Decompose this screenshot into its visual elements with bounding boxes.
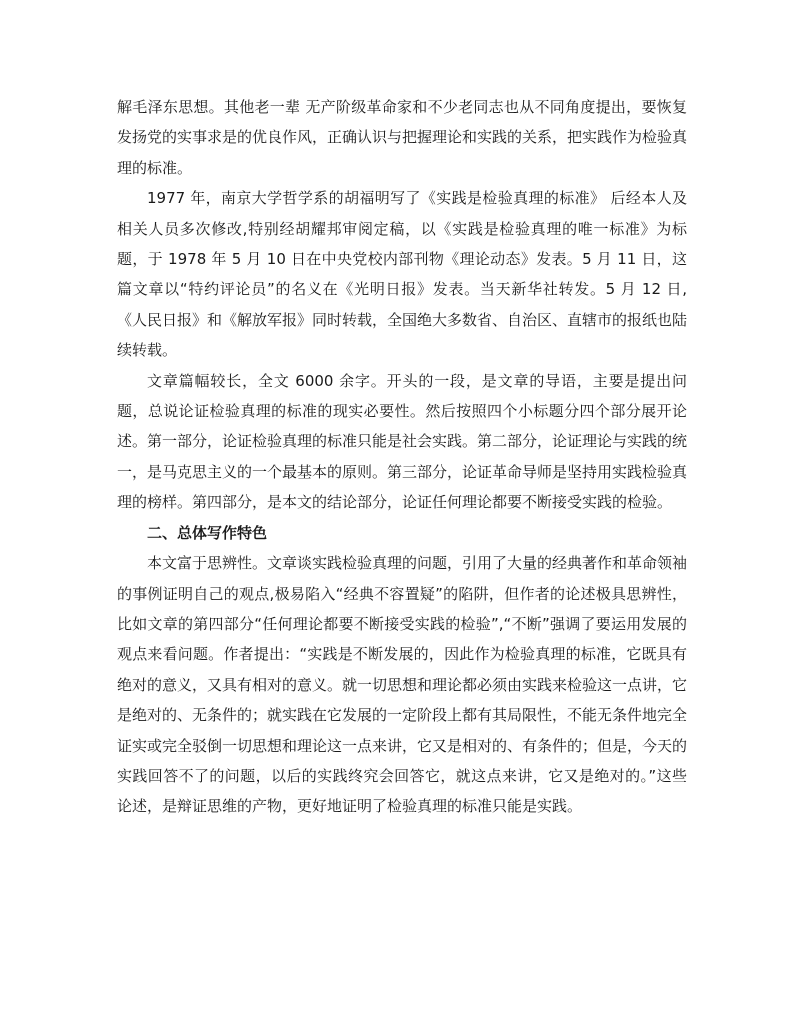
document-body: [117, 92, 687, 822]
section-heading: 二、总体写作特色: [147, 523, 268, 542]
paragraph-structure: 文章篇幅较长，全文 6000 余字。开头的一段，是文章的导语，主要是提出问题，总说论证检验真理的标准的现实必要性。然后按照四个小标题分四个部分展开论述。第一部分，论证检验真理的标准只能是社会实践。第二部分，论证理论与实践的统一，是马克思主义的一个最基本的原则。第三部分，论证革命导师是坚持用实践检验真理的榜样。第四部分，是本文的结论部分，论证任何理论都要不断接受实践的检验。: [117, 371, 688, 512]
paragraph-history: 1977 年，南京大学哲学系的胡福明写了《实践是检验真理的标准》 后经本人及相关人员多次修改,特别经胡耀邦审阅定稿，以《实践是检验真理的唯一标准》为标题，于 1978 年 5 月 10 日在中央党校内部刊物《理论动态》发表。5 月 11 日，这篇文章以“特约评论员”的名义在《光明日报》发表。当天新华社转发。5 月 12 日,《人民日报》和《解放军报》同时转载，全国绝大多数省、自治区、直辖市的报纸也陆续转载。: [117, 189, 688, 360]
paragraph-continuation: 解毛泽东思想。其他老一辈 无产阶级革命家和不少老同志也从不同角度提出，要恢复发扬党的实事求是的优良作风，正确认识与把握理论和实践的关系，把实践作为检验真理的标准。: [117, 98, 688, 177]
paragraph-features: 本文富于思辨性。文章谈实践检验真理的问题，引用了大量的经典著作和革命领袖的事例证明自己的观点,极易陷入“经典不容置疑”的陷阱，但作者的论述极具思辨性，比如文章的第四部分“任何理论都要不断接受实践的检验”,“不断”强调了要运用发展的观点来看问题。作者提出：“实践是不断发展的，因此作为检验真理的标准，它既具有绝对的意义，又具有相对的意义。就一切思想和理论都必须由实践来检验这一点讲，它是绝对的、无条件的；就实践在它发展的一定阶段上都有其局限性，不能无条件地完全证实或完全驳倒一切思想和理论这一点来讲，它又是相对的、有条件的；但是，今天的实践回答不了的问题，以后的实践终究会回答它，就这点来讲，它又是绝对的。”这些论述，是辩证思维的产物，更好地证明了检验真理的标准只能是实践。: [117, 554, 688, 816]
